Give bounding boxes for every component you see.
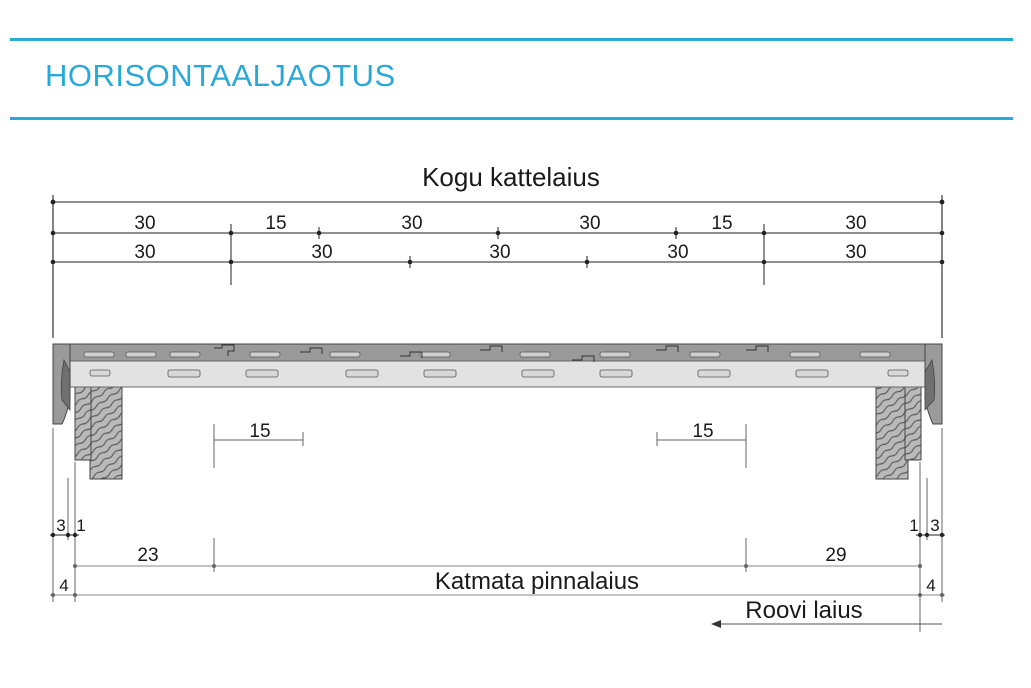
total-width-dimension	[53, 195, 942, 338]
row1-dim-3: 30	[401, 213, 423, 234]
row2-dim-1: 30	[134, 242, 156, 263]
row1-dim-2: 15	[265, 213, 287, 234]
edge-right-label: 29	[825, 545, 847, 566]
total-width-label: Kogu kattelaius	[422, 162, 600, 192]
left-batten	[90, 386, 122, 479]
row2-dim-3: 30	[489, 242, 511, 263]
offset-right-label: 4	[926, 576, 936, 595]
gap-left-a: 3	[56, 516, 66, 535]
row1-dim-6: 30	[845, 213, 867, 234]
row2-dim-5: 30	[845, 242, 867, 263]
small-gap-dots	[51, 533, 944, 537]
roof-tiles	[53, 344, 942, 479]
row2-dim-4: 30	[667, 242, 689, 263]
right-batten	[876, 386, 908, 479]
row1-dim-1: 30	[134, 213, 156, 234]
gap-left-b: 1	[76, 516, 86, 535]
batten-width-label: Roovi laius	[745, 597, 863, 624]
uncovered-width-label: Katmata pinnalaius	[434, 568, 640, 595]
overhang-left-label: 15	[249, 421, 271, 442]
overhang-right-label: 15	[692, 421, 714, 442]
gap-right-b: 3	[930, 516, 940, 535]
gap-right-a: 1	[909, 516, 919, 535]
page-title: HORISONTAALJAOTUS	[45, 58, 396, 93]
offset-left-label: 4	[59, 576, 69, 595]
row1-dim-4: 30	[579, 213, 601, 234]
edge-left-label: 23	[137, 545, 159, 566]
row2-dim-2: 30	[311, 242, 333, 263]
row1-dim-5: 15	[711, 213, 733, 234]
